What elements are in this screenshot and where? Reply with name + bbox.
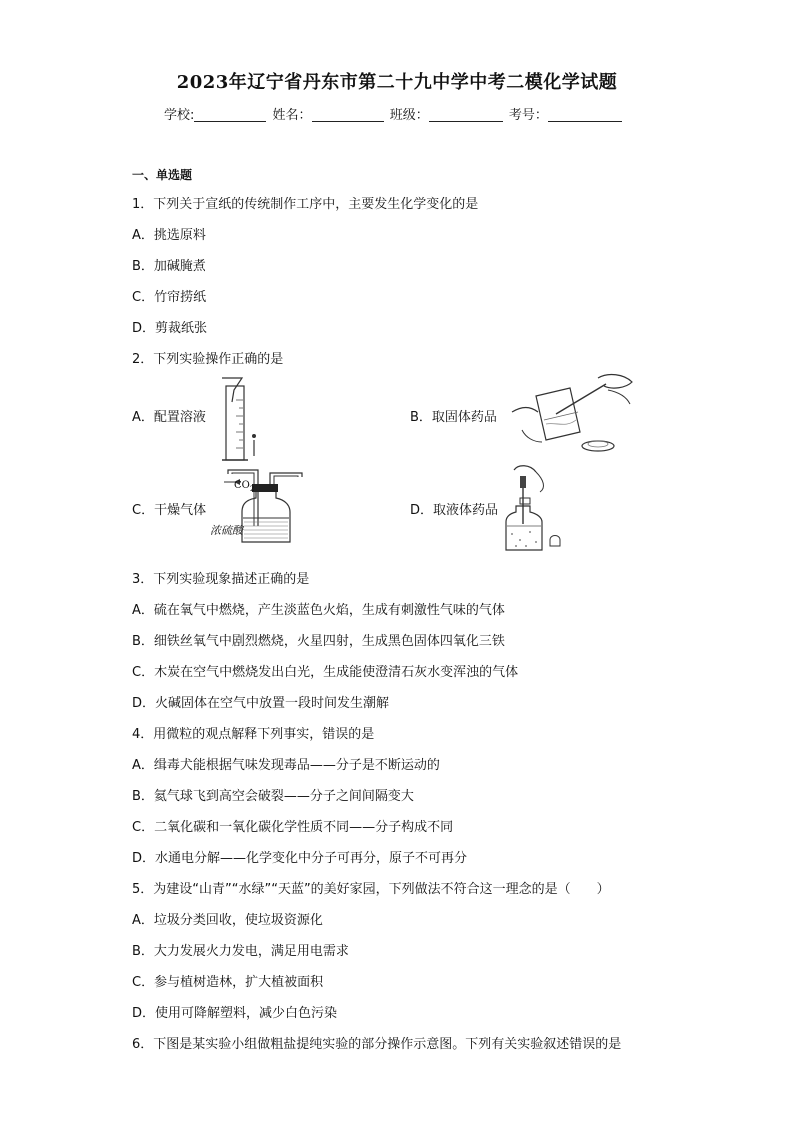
section-heading: 一、单选题 xyxy=(132,168,193,182)
co2-label xyxy=(234,480,254,493)
q3-option-c: C．木炭在空气中燃烧发出白光，生成能使澄清石灰水变浑浊的气体 xyxy=(132,665,519,680)
name-blank[interactable] xyxy=(312,108,384,122)
q2-stem: 2．下列实验操作正确的是 xyxy=(132,352,284,367)
class-blank[interactable] xyxy=(429,108,503,122)
q6-stem: 6．下图是某实验小组做粗盐提纯实验的部分操作示意图。下列有关实验叙述错误的是 xyxy=(132,1037,622,1052)
co2-label-text: CO xyxy=(234,480,250,491)
q5-stem: 5．为建设“山青”“水绿”“天蓝”的美好家园，下列做法不符合这一理念的是（ ） xyxy=(132,882,610,897)
exam-no-blank[interactable] xyxy=(548,108,622,122)
q5-option-a: A．垃圾分类回收，使垃圾资源化 xyxy=(132,913,323,928)
q1-option-c: C．竹帘捞纸 xyxy=(132,290,207,305)
exam-no-label: 考号： xyxy=(508,108,548,123)
q5-option-c: C．参与植树造林，扩大植被面积 xyxy=(132,975,324,990)
solid-reagent-figure xyxy=(508,370,648,465)
q1-option-d: D．剪裁纸张 xyxy=(132,321,208,336)
graduated-cylinder-figure xyxy=(212,372,268,468)
q1-stem: 1．下列关于宣纸的传统制作工序中，主要发生化学变化的是 xyxy=(132,197,479,212)
class-label: 班级： xyxy=(389,108,429,123)
school-label: 学校: xyxy=(164,108,195,123)
q4-option-a: A．缉毒犬能根据气味发现毒品——分子是不断运动的 xyxy=(132,758,440,773)
page-title: 2023年辽宁省丹东市第二十九中学中考二模化学试题 xyxy=(176,72,618,93)
q1-option-a: A．挑选原料 xyxy=(132,228,206,243)
name-label: 姓名： xyxy=(272,108,312,123)
q4-option-b: B．氦气球飞到高空会破裂——分子之间间隔变大 xyxy=(132,789,414,804)
q3-option-a: A．硫在氧气中燃烧，产生淡蓝色火焰，生成有刺激性气味的气体 xyxy=(132,603,505,618)
q4-option-c: C．二氧化碳和一氧化碳化学性质不同——分子构成不同 xyxy=(132,820,454,835)
school-blank[interactable] xyxy=(194,108,266,122)
q3-option-d: D．火碱固体在空气中放置一段时间发生潮解 xyxy=(132,696,390,711)
co2-label-subscript: 2 xyxy=(249,485,255,493)
q5-option-b: B．大力发展火力发电，满足用电需求 xyxy=(132,944,349,959)
q5-option-d: D．使用可降解塑料，减少白色污染 xyxy=(132,1006,338,1021)
sulfuric-acid-label: 浓硫酸 xyxy=(210,524,243,537)
q2-option-d: D．取液体药品 xyxy=(410,503,499,518)
q3-stem: 3．下列实验现象描述正确的是 xyxy=(132,572,310,587)
q2-option-b: B．取固体药品 xyxy=(410,410,497,425)
q2-option-a: A．配置溶液 xyxy=(132,410,206,425)
q2-option-c: C．干燥气体 xyxy=(132,503,207,518)
q4-option-d: D．水通电分解——化学变化中分子可再分，原子不可再分 xyxy=(132,851,468,866)
q3-option-b: B．细铁丝氧气中剧烈燃烧，火星四射，生成黑色固体四氧化三铁 xyxy=(132,634,505,649)
liquid-reagent-figure xyxy=(500,462,566,554)
student-info-row xyxy=(164,104,624,123)
q1-option-b: B．加碱腌煮 xyxy=(132,259,206,274)
q4-stem: 4．用微粒的观点解释下列事实，错误的是 xyxy=(132,727,375,742)
